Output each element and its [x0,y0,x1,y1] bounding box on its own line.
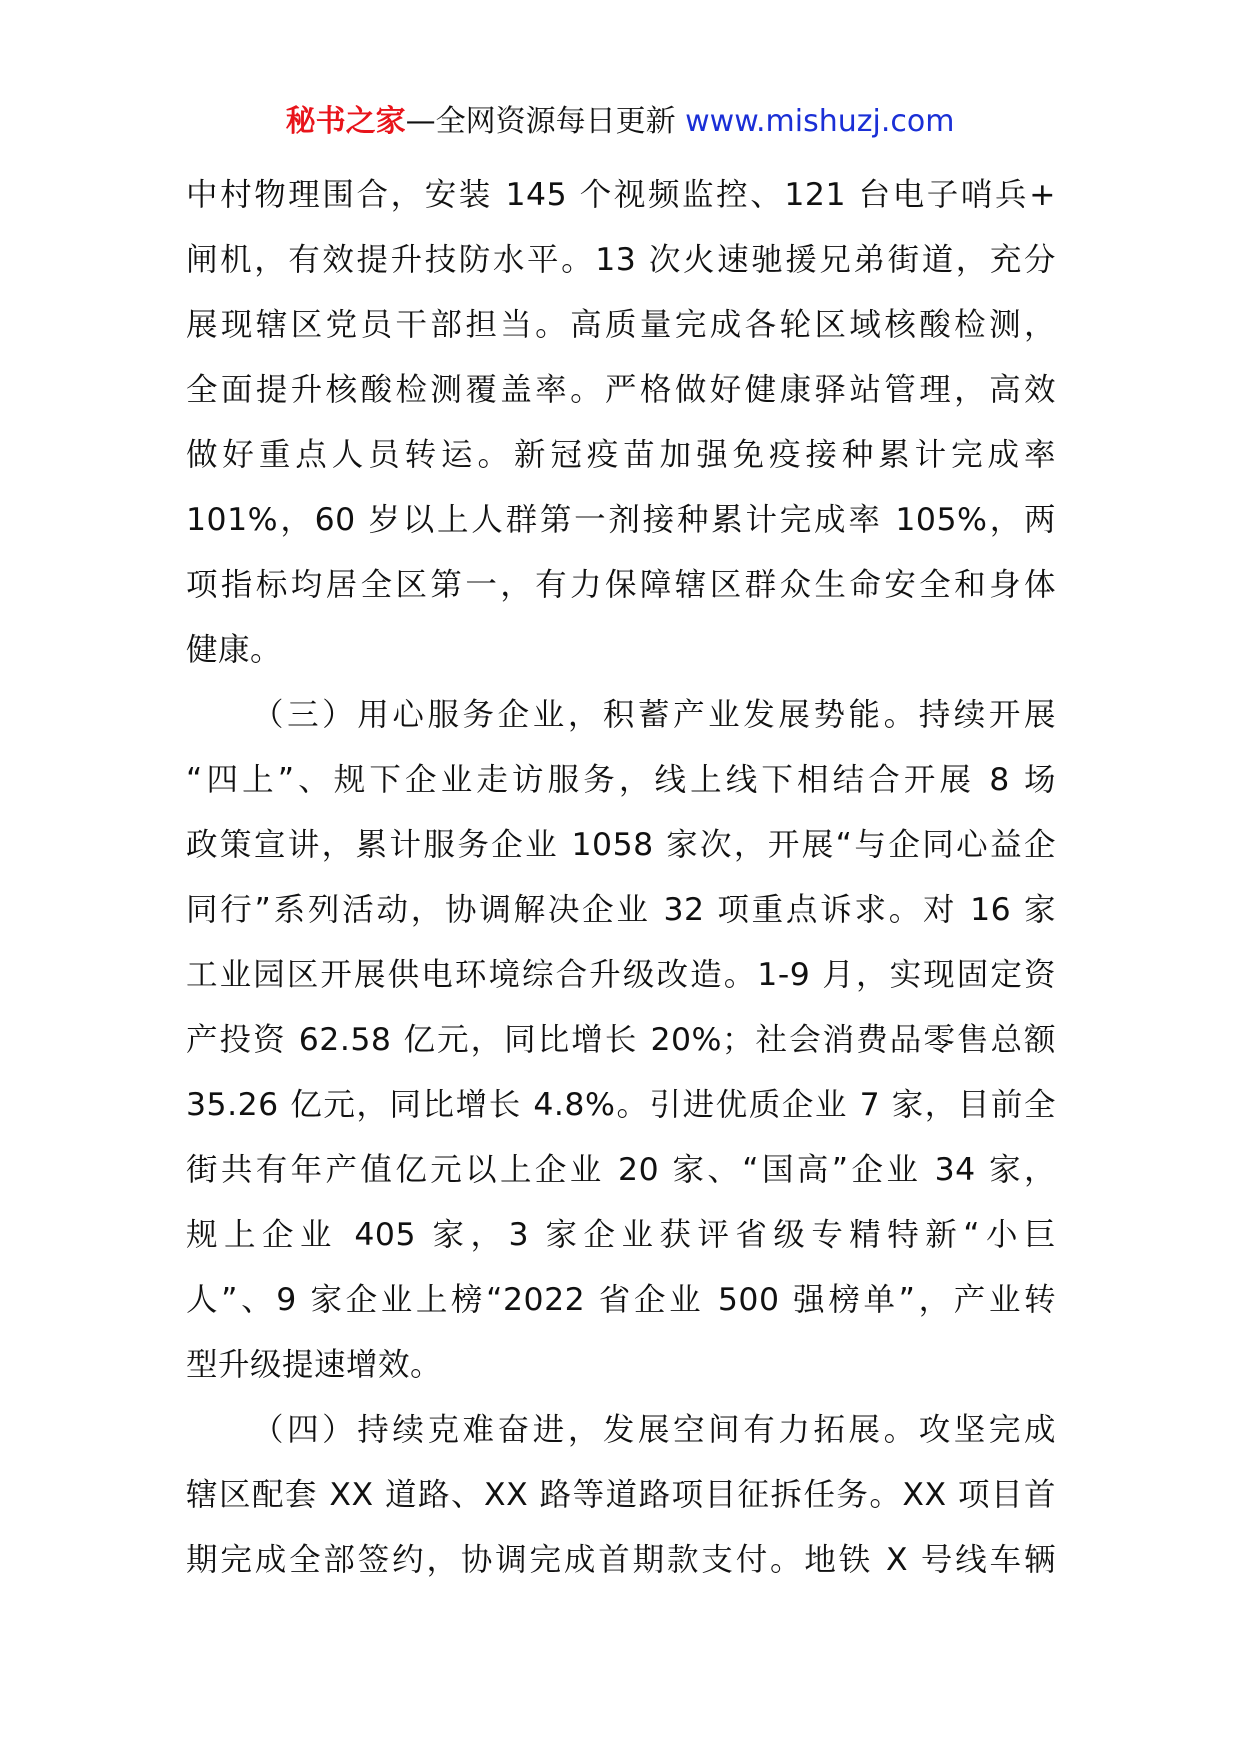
text-line: 中村物理围合，安装 145 个视频监控、121 台电子哨兵+ [186,177,1056,213]
text-line: 人”、9 家企业上榜“2022 省企业 500 强榜单”，产业转 [186,1282,1056,1318]
site-header [0,100,1240,144]
site-tagline: —全网资源每日更新 [405,104,676,139]
text-line: 期完成全部签约，协调完成首期款支付。地铁 X 号线车辆 [186,1542,1056,1578]
text-line: 闸机，有效提升技防水平。13 次火速驰援兄弟街道，充分 [186,242,1056,278]
text-line: 35.26 亿元，同比增长 4.8%。引进优质企业 7 家，目前全 [186,1087,1056,1123]
text-line: 健康。 [186,632,283,668]
text-line: 项指标均居全区第一，有力保障辖区群众生命安全和身体 [186,567,1056,603]
section-heading-line: （三）用心服务企业，积蓄产业发展势能。持续开展 [252,697,1056,733]
text-line: 型升级提速增效。 [186,1347,443,1383]
text-line: 同行”系列活动，协调解决企业 32 项重点诉求。对 16 家 [186,892,1056,928]
text-line: 辖区配套 XX 道路、XX 路等道路项目征拆任务。XX 项目首 [186,1477,1056,1513]
text-line: 街共有年产值亿元以上企业 20 家、“国高”企业 34 家， [186,1152,1056,1188]
text-line: “四上”、规下企业走访服务，线上线下相结合开展 8 场 [186,762,1056,798]
site-brand: 秘书之家 [285,104,406,139]
text-line: 101%，60 岁以上人群第一剂接种累计完成率 105%，两 [186,502,1056,538]
text-line: 全面提升核酸检测覆盖率。严格做好健康驿站管理，高效 [186,372,1056,408]
text-line: 产投资 62.58 亿元，同比增长 20%；社会消费品零售总额 [186,1022,1056,1058]
text-line: 做好重点人员转运。新冠疫苗加强免疫接种累计完成率 [186,437,1056,473]
text-line: 工业园区开展供电环境综合升级改造。1-9 月，实现固定资 [186,957,1056,993]
section-heading-line: （四）持续克难奋进，发展空间有力拓展。攻坚完成 [252,1412,1056,1448]
text-line: 规上企业 405 家，3 家企业获评省级专精特新“小巨 [186,1217,1056,1253]
text-line: 展现辖区党员干部担当。高质量完成各轮区域核酸检测， [186,307,1056,343]
text-line: 政策宣讲，累计服务企业 1058 家次，开展“与企同心益企 [186,827,1056,863]
document-body [186,163,1056,1593]
site-url-link[interactable]: www.mishuzj.com [685,104,955,139]
